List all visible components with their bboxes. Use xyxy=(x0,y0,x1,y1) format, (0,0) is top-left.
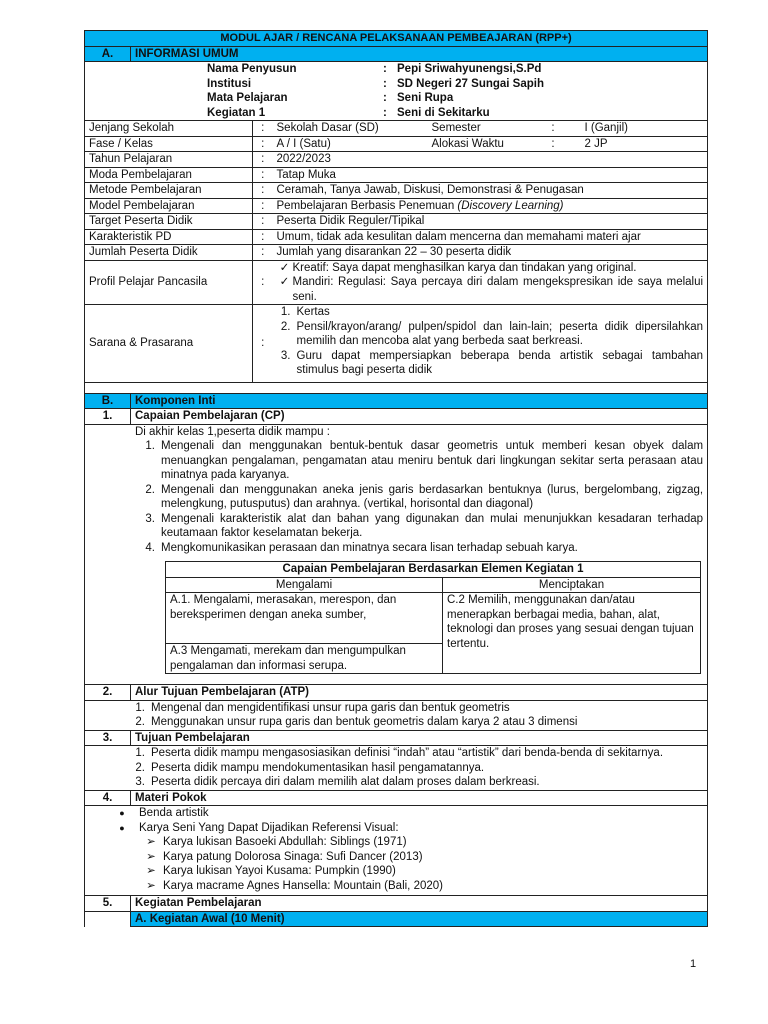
materi-ref: ➢ Karya patung Dolorosa Sinaga: Sufi Dancer (2013) xyxy=(105,850,703,865)
cp-col-menciptakan: Menciptakan xyxy=(443,577,701,593)
page-number: 1 xyxy=(690,958,697,970)
sarana-item: 1. Kertas xyxy=(280,306,330,318)
kegiatan-awal: A. Kegiatan Awal (10 Menit) xyxy=(131,911,708,927)
section-b-letter: B. xyxy=(85,393,131,409)
tujuan-item: 1. Peserta didik mampu mengasosiasikan definisi “indah” atau “artistik” dari benda-benda di sekitarnya. xyxy=(135,747,664,759)
tujuan-item: 2. Peserta didik mampu mendokumentasikan hasil pengamatannya. xyxy=(135,761,485,774)
atp-num: 2. xyxy=(85,685,131,701)
tujuan-label: Tujuan Pembelajaran xyxy=(131,730,708,746)
materi-content xyxy=(85,806,708,896)
row-profil: Profil Pelajar Pancasila : ✓ Kreatif: Saya dapat menghasilkan karya dan tindakan yang original. ✓ Mandiri: Regulasi: Saya percaya diri dalam mengekspresikan ide saya melalui seni. xyxy=(85,260,708,305)
row-metode: Metode Pembelajaran : Ceramah, Tanya Jawab, Diskusi, Demonstrasi & Penugasan xyxy=(85,183,708,199)
sarana-item: 2. Pensil/krayon/arang/ pulpen/spidol dan lain-lain; peserta didik dipersilahkan memilih dan mencoba alat yang berbeda saat berkreasi. xyxy=(280,320,704,347)
tujuan-content xyxy=(85,746,708,791)
tujuan-item: 3. Peserta didik percaya diri dalam memilih alat dalam proses dalam berkreasi. xyxy=(135,776,540,788)
cp-item: 4. Mengkomunikasikan perasaan dan minatnya secara lisan terhadap sebuah karya. xyxy=(145,541,578,554)
row-tahun: Tahun Pelajaran : 2022/2023 xyxy=(85,152,708,168)
info-mapel: Mata Pelajaran : Seni Rupa xyxy=(207,92,454,104)
cp-cell-c2: C.2 Memilih, menggunakan dan/atau menerapkan berbagai media, bahan, alat, teknologi dan proses yang sesuai dengan tujuan tertentu. xyxy=(443,593,701,674)
cp-item: 1. Mengenali dan menggunakan bentuk-bentuk dasar geometris untuk memberi kesan obyek dalam menuangkan pengalaman, pengamatan atau meniru bentuk dari lingkungan sekitar serta perasaan atau minatnya pada karyanya. xyxy=(145,440,704,481)
materi-bullet: ● Benda artistik xyxy=(105,806,703,821)
atp-item: 1. Mengenal dan mengidentifikasi unsur rupa garis dan bentuk geometris xyxy=(135,701,510,714)
arrow-icon: ➢ xyxy=(146,836,156,848)
info-institusi: Institusi : SD Negeri 27 Sungai Sapih xyxy=(207,77,544,90)
bullet-icon: ● xyxy=(119,822,125,833)
info-nama: Nama Penyusun : Pepi Sriwahyunengsi,S.Pd xyxy=(207,63,542,75)
arrow-icon: ➢ xyxy=(146,850,156,863)
atp-label: Alur Tujuan Pembelajaran (ATP) xyxy=(131,685,708,701)
checkmark-icon: ✓ xyxy=(279,276,290,288)
materi-ref: ➢ Karya lukisan Basoeki Abdullah: Siblings (1971) xyxy=(105,835,703,850)
tujuan-num: 3. xyxy=(85,730,131,746)
spacer-row xyxy=(85,382,708,393)
document xyxy=(84,30,707,927)
row-target: Target Peserta Didik : Peserta Didik Reguler/Tipikal xyxy=(85,214,708,230)
section-a-letter: A. xyxy=(85,46,131,62)
row-sarana: Sarana & Prasarana : 1. Kertas 2. Pensil/krayon/arang/ pulpen/spidol dan lain-lain; peserta didik dipersilahkan memilih dan mencoba alat yang berbeda saat berkreasi. 3. Guru dapat mempersiapkan beberapa benda artistik sebagai tambahan stimulus bagi peserta didik xyxy=(85,305,708,383)
atp-content xyxy=(85,700,708,730)
kegiatan-num: 5. xyxy=(85,896,131,912)
checkmark-icon: ✓ xyxy=(279,261,290,274)
cp-cell-a1: A.1. Mengalami, merasakan, merespon, dan bereksperimen dengan aneka sumber, xyxy=(166,593,443,644)
cp-content xyxy=(85,424,708,685)
cp-intro: Di akhir kelas 1,peserta didik mampu : xyxy=(135,425,330,438)
row-jumlah: Jumlah Peserta Didik : Jumlah yang disarankan 22 – 30 peserta didik xyxy=(85,245,708,261)
profil-item: ✓ Mandiri: Regulasi: Saya percaya diri dalam mengekspresikan ide saya melalui seni. xyxy=(277,275,704,304)
document-title: MODUL AJAR / RENCANA PELAKSANAAN PEMBEAJARAN (RPP+) xyxy=(85,31,708,47)
sarana-item: 3. Guru dapat mempersiapkan beberapa benda artistik sebagai tambahan stimulus bagi peserta didik xyxy=(280,349,704,376)
section-a-label: INFORMASI UMUM xyxy=(131,46,708,62)
row-moda: Moda Pembelajaran : Tatap Muka xyxy=(85,167,708,183)
kegiatan-label: Kegiatan Pembelajaran xyxy=(131,896,708,912)
cp-item: 2. Mengenali dan menggunakan aneka jenis garis berdasarkan bentuknya (lurus, bergelombang, zigzag, melengkung, putusputus) dan arahnya. (vertikal, horisontal dan diagonal) xyxy=(145,483,704,510)
materi-label: Materi Pokok xyxy=(131,790,708,806)
section-b-label: Komponen Inti xyxy=(131,393,708,409)
arrow-icon: ➢ xyxy=(146,879,156,892)
info-kegiatan: Kegiatan 1 : Seni di Sekitarku xyxy=(207,106,490,119)
header-info xyxy=(85,62,708,121)
cp-table-title: Capaian Pembelajaran Berdasarkan Elemen Kegiatan 1 xyxy=(166,562,701,578)
materi-bullet: ● Karya Seni Yang Dapat Dijadikan Referensi Visual: xyxy=(105,821,703,836)
row-karakteristik: Karakteristik PD : Umum, tidak ada kesulitan dalam mencerna dan memahami materi ajar xyxy=(85,229,708,245)
row-model: Model Pembelajaran : Pembelajaran Berbasis Penemuan (Discovery Learning) xyxy=(85,198,708,214)
row-jenjang: Jenjang Sekolah : Sekolah Dasar (SD) Semester : I (Ganjil) xyxy=(85,121,708,137)
cp-item: 3. Mengenali karakteristik alat dan bahan yang digunakan dan mulai menunjukkan kesadaran terhadap keutamaan faktor keselamatan bekerja. xyxy=(145,512,704,539)
bullet-icon: ● xyxy=(119,808,125,818)
cp-label: Capaian Pembelajaran (CP) xyxy=(131,409,708,425)
materi-ref: ➢ Karya lukisan Yayoi Kusama: Pumpkin (1990) xyxy=(105,864,703,879)
cp-col-mengalami: Mengalami xyxy=(166,577,443,593)
profil-item: ✓ Kreatif: Saya dapat menghasilkan karya dan tindakan yang original. xyxy=(277,261,704,276)
materi-num: 4. xyxy=(85,790,131,806)
cp-num: 1. xyxy=(85,409,131,425)
row-fase: Fase / Kelas : A / I (Satu) Alokasi Waktu : 2 JP xyxy=(85,136,708,152)
cp-cell-a3: A.3 Mengamati, merekam dan mengumpulkan pengalaman dan informasi serupa. xyxy=(166,644,443,674)
rpp-table xyxy=(84,30,708,927)
atp-item: 2. Menggunakan unsur rupa garis dan bentuk geometris dalam karya 2 atau 3 dimensi xyxy=(135,716,578,728)
cp-element-table xyxy=(165,561,701,674)
materi-ref: ➢ Karya macrame Agnes Hansella: Mountain (Bali, 2020) xyxy=(105,879,703,894)
arrow-icon: ➢ xyxy=(146,865,156,877)
